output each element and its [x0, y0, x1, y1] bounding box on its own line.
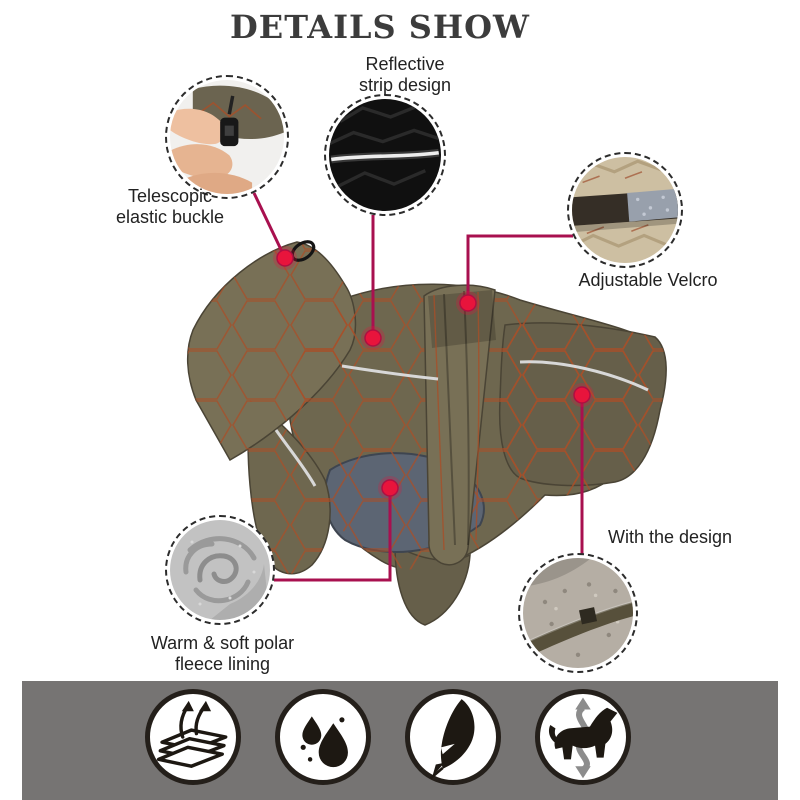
label-buckle: Telescopic elastic buckle [115, 186, 225, 227]
label-design: With the design [607, 527, 733, 547]
strap-design-photo [523, 558, 633, 668]
adjustable-dog-harness-icon [535, 689, 631, 785]
label-reflective: Reflective strip design [358, 54, 452, 95]
buckle-photo [170, 80, 284, 194]
breathable-layers-icon [145, 689, 241, 785]
page-title: DETAILS SHOW [230, 8, 530, 46]
label-velcro: Adjustable Velcro [578, 270, 718, 290]
label-fleece: Warm & soft polar fleece lining [150, 633, 295, 674]
detail-bubble-fleece [165, 515, 275, 625]
detail-bubble-velcro [567, 152, 683, 268]
fleece-lining-photo [170, 520, 270, 620]
detail-bubble-design [518, 553, 638, 673]
detail-bubble-reflective [324, 94, 446, 216]
feature-strip [22, 681, 778, 800]
detail-bubble-buckle [165, 75, 289, 199]
velcro-photo [572, 157, 678, 263]
reflective-strip-photo [329, 99, 441, 211]
lightweight-feather-icon [405, 689, 501, 785]
waterproof-drops-icon [275, 689, 371, 785]
